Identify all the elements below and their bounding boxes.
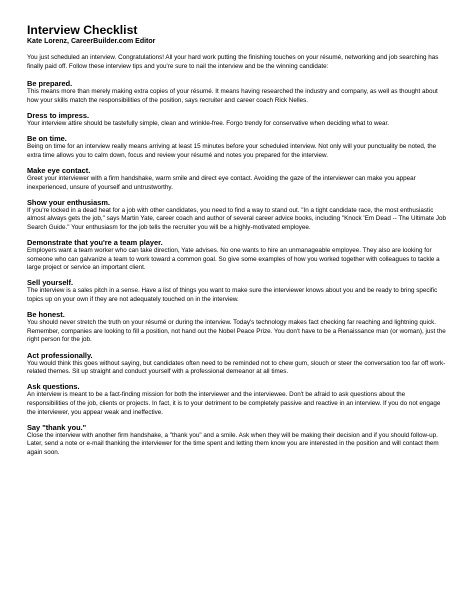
tip-body: Close the interview with another firm handshake, a "thank you" and a smile. Ask when they will be making their decision and if you should follow-up. Later, send a note or e-mail thanking the interviewer for the time spent and letting them know you are interested in the position and will contact them again soon. (27, 431, 439, 456)
tip-section (27, 198, 447, 233)
tip-heading: Be on time. (27, 134, 67, 144)
tip-body: This means more than merely making extra copies of your résumé. It means having researched the industry and company, as well as thought about how your skills match the responsibilities of the position, says recruiter and career coach Rick Nelles. (27, 88, 438, 104)
tip-section (27, 382, 447, 417)
tip-body: You should never stretch the truth on your résumé or during the interview. Today's technology makes fact checking far reaching and lightning quick. Remember, companies are looking to fill a position, not hand out the Nobel Peace Prize. You don't have to be a Renaissance man (or woman), just the right person for the job. (27, 319, 446, 344)
tip-section (27, 166, 447, 192)
document-author: Kate Lorenz, CareerBuilder.com Editor (27, 38, 156, 45)
document-title: Interview Checklist (27, 23, 138, 37)
tip-section (27, 111, 447, 129)
tip-heading: Ask questions. (27, 382, 80, 392)
tip-body: Your interview attire should be tastefully simple, clean and wrinkle-free. Forgo trendy for conservative when deciding what to wear. (27, 119, 390, 127)
tip-section (27, 310, 447, 345)
document-page (27, 24, 447, 463)
tip-body: An interview is meant to be a fact-finding mission for both the interviewer and the interviewee. Don't be afraid to ask questions about the responsibilities of the job, clients or projects. In fact, it is to your detriment to be completely passive and reactive in an interview. If you do not engage the interviewer, you appear weak and ineffective. (27, 391, 441, 416)
tip-body: You would think this goes without saying, but candidates often need to be reminded not to chew gum, slouch or steer the conversation too far off work-related themes. Sit up straight and conduct yourself with a professional demeanor at all times. (27, 359, 446, 376)
tip-section (27, 79, 447, 105)
tip-section (27, 238, 447, 273)
tip-heading: Show your enthusiasm. (27, 197, 110, 207)
intro-paragraph: You just scheduled an interview. Congratulations! All your hard work putting the finishing touches on your résumé, networking and job searching has finally paid off. Follow these interview tips and you're sure to nail the interview and be the winning candidate: (27, 54, 439, 70)
tip-body: Employers want a team worker who can take direction, Yate advises. No one wants to hire an unmanageable employee. They also are looking for someone who can galvanize a team to work toward a common goal. So give some examples of how you worked together with colleagues to tackle a large project or service an important client. (27, 247, 440, 272)
tip-heading: Say "thank you." (27, 422, 87, 432)
tip-heading: Be honest. (27, 310, 65, 320)
tip-section (27, 278, 447, 304)
tip-body: The interview is a sales pitch in a sense. Have a list of things you want to make sure the interviewer knows about you and be ready to bring specific topics up on your own if they are not adequately touched on in the interview. (27, 287, 438, 304)
tip-heading: Dress to impress. (27, 110, 90, 120)
tip-heading: Act professionally. (27, 350, 93, 360)
tip-body: If you're locked in a dead heat for a job with other candidates, you need to find a way to stand out. "In a tight candidate race, the most enthusiastic almost always gets the job," says Martin Yate, career coach and author of several career advice books, including "Knock 'Em Dead -- The Ultimate Job Search Guide." Your enthusiasm for the job tells the recruiter you will be a highly-motivated employee. (27, 206, 447, 231)
tip-heading: Be prepared. (27, 79, 73, 89)
tip-heading: Demonstrate that you're a team player. (27, 238, 163, 248)
tip-section (27, 423, 447, 458)
tip-body: Being on time for an interview really means arriving at least 15 minutes before your scheduled interview. Not only will your punctuality be noted, the extra time allows you to calm down, focus and review your résumé and notes you prepared for the interview. (27, 143, 437, 159)
tip-heading: Sell yourself. (27, 278, 74, 288)
tip-body: Greet your interviewer with a firm handshake, warm smile and direct eye contact. Avoiding the gaze of the interviewer can make you appear inexperienced, unsure of yourself and untrustworthy. (27, 174, 416, 191)
tip-heading: Make eye contact. (27, 165, 91, 175)
tip-section (27, 134, 447, 160)
tip-section (27, 351, 447, 377)
